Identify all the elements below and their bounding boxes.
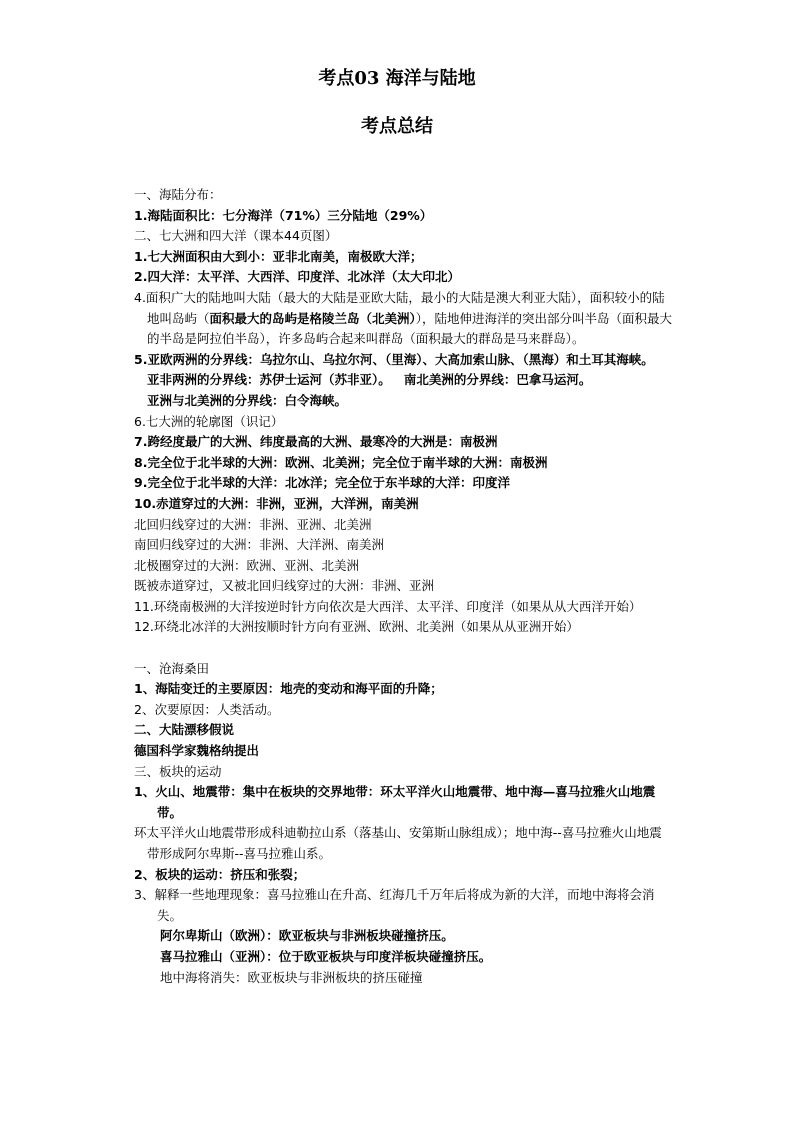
section-title xyxy=(134,638,674,659)
text-line: 2、次要原因：人类活动。 xyxy=(134,701,280,717)
text-line xyxy=(134,370,674,391)
text-line: 南回归线穿过的大洲：非洲、大洋洲、南美洲 xyxy=(134,537,385,553)
paragraph: 环太平洋火山地震带形成科迪勒拉山系（落基山、安第斯山脉组成）；地中海--喜马拉雅火山地震带形成阿尔卑斯--喜马拉雅山系。 xyxy=(134,825,662,861)
text-line: 德国科学家魏格纳提出 xyxy=(134,743,260,759)
text-line: 既被赤道穿过，又被北回归线穿过的大洲：非洲、亚洲 xyxy=(134,578,435,594)
paragraph: 5.亚欧两洲的分界线：乌拉尔山、乌拉尔河、（里海）、大高加索山脉、（黑海）和土耳其海峡。 xyxy=(134,351,654,367)
text-line: 1、海陆变迁的主要原因：地壳的变动和海平面的升降； xyxy=(134,681,443,697)
text-part: 亚非两洲的分界线：苏伊士运河（苏非亚）。 xyxy=(147,372,391,388)
page-title: 考点03 海洋与陆地 xyxy=(318,68,476,89)
paragraph-text: 4.面积广大的陆地叫大陆（最大的大陆是亚欧大陆，最小的大陆是澳大利亚大陆），面积较小的陆地叫岛屿（ xyxy=(134,289,665,326)
text-line: 2.四大洋：太平洋、大西洋、印度洋、北冰洋（太大印北） xyxy=(134,269,460,285)
text-line: 10.赤道穿过的大洲：非洲，亚洲，大洋洲，南美洲 xyxy=(134,495,419,511)
paragraph: 11.环绕南极洲的大洋按逆时针方向依次是大西洋、太平洋、印度洋（如果从从大西洋开始） xyxy=(134,598,642,614)
document-body xyxy=(134,185,674,988)
paragraph-bold-text: 面积最大的岛屿是格陵兰岛（北美洲） xyxy=(209,310,416,326)
section-heading: 一、沧海桑田 xyxy=(134,660,210,676)
text-part: 南北美洲的分界线：巴拿马运河。 xyxy=(403,372,592,388)
paragraph xyxy=(134,288,674,350)
text-line: 7.跨经度最广的大洲、纬度最高的大洲、最寒冷的大洲是：南极洲 xyxy=(134,434,498,450)
text-line: 亚洲与北美洲的分界线：白令海峡。 xyxy=(147,392,348,408)
text-line: 阿尔卑斯山（欧洲）：欧亚板块与非洲板块碰撞挤压。 xyxy=(160,928,454,944)
section-heading: 三、板块的运动 xyxy=(134,763,222,779)
text-line: 北极圈穿过的大洲：欧洲、亚洲、北美洲 xyxy=(134,557,360,573)
page-subtitle: 考点总结 xyxy=(361,116,433,137)
text-line: 6.七大洲的轮廓图（识记） xyxy=(134,413,284,429)
text-line: 2、板块的运动：挤压和张裂； xyxy=(134,866,306,882)
text-line: 8.完全位于北半球的大洲：欧洲、北美洲；完全位于南半球的大洲：南极洲 xyxy=(134,454,548,470)
section-heading: 一、海陆分布： xyxy=(134,187,222,202)
text-line: 地中海将消失：欧亚板块与非洲板块的挤压碰撞 xyxy=(160,969,423,985)
paragraph-text: ），陆地伸进海洋的突出部分叫半岛（面积最大的半岛是阿拉伯半岛），许多岛屿合起来叫群岛（面积最大的群岛是马来群岛）。 xyxy=(147,310,673,347)
paragraph: 1、火山、地震带：集中在板块的交界地带：环太平洋火山地震带、地中海—喜马拉雅火山地震带。 xyxy=(134,784,656,820)
text-line: 1.海陆面积比：七分海洋（71%）三分陆地（29%） xyxy=(134,207,433,223)
section-heading: 二、大陆漂移假说 xyxy=(134,722,235,738)
text-line: 喜马拉雅山（亚洲）：位于欧亚板块与印度洋板块碰撞挤压。 xyxy=(160,948,492,964)
text-line: 12.环绕北冰洋的大洲按顺时针方向有亚洲、欧洲、北美洲（如果从从亚洲开始） xyxy=(134,619,579,635)
paragraph: 3、解释一些地理现象：喜马拉雅山在升高、红海几千万年后将成为新的大洋，而地中海将会消失。 xyxy=(134,887,655,923)
text-line: 北回归线穿过的大洲：非洲、亚洲、北美洲 xyxy=(134,516,372,532)
text-line: 1.七大洲面积由大到小：亚非北南美，南极欧大洋； xyxy=(134,248,423,264)
text-line: 9.完全位于北半球的大洋：北冰洋；完全位于东半球的大洋：印度洋 xyxy=(134,475,510,491)
section-heading: 二、七大洲和四大洋（课本44页图） xyxy=(134,228,338,244)
